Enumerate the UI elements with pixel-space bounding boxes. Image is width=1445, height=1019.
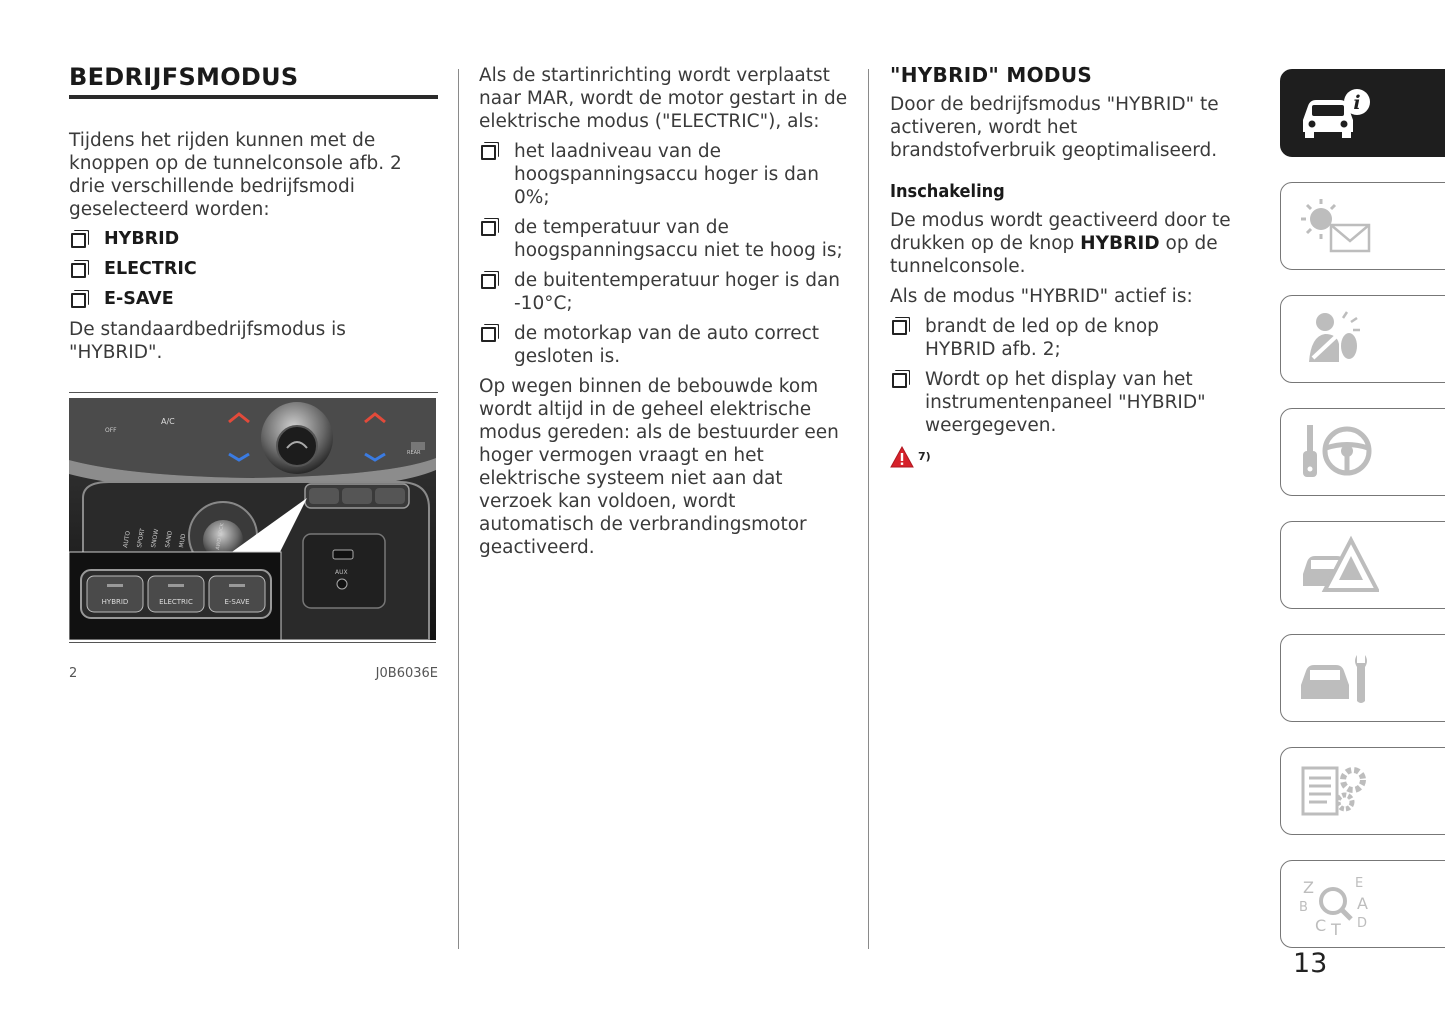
- list-item: brandt de led op de knop HYBRID afb. 2;: [890, 315, 1235, 361]
- knob-sand-label: SAND: [164, 530, 174, 549]
- key-steering-wheel-icon: [1299, 421, 1379, 483]
- list-item: ELECTRIC: [69, 258, 438, 281]
- awd-lock-label: AWD LOCK: [215, 522, 226, 551]
- svg-text:E: E: [1355, 876, 1364, 891]
- dashboard-lights-icon: [1299, 195, 1379, 257]
- list-item: Wordt op het display van het instrumentenpaneel "HYBRID" weergegeven.: [890, 368, 1235, 437]
- intro-paragraph: Tijdens het rijden kunnen met de knoppen op de tunnelconsole afb. 2 drie verschillende bedrijfsmodi geselecteerd worden:: [69, 130, 402, 220]
- active-list: [890, 315, 1235, 437]
- svg-text:A: A: [1357, 894, 1368, 913]
- column-bedrijfsmodus: [69, 64, 438, 685]
- warning-ref-number: 7): [918, 450, 931, 463]
- tab-safety[interactable]: [1280, 295, 1445, 383]
- inset-esave-label: E-SAVE: [224, 598, 250, 606]
- checkbox-bullet-icon: [481, 221, 496, 236]
- list-item: HYBRID: [69, 228, 438, 251]
- svg-text:i: i: [1353, 92, 1361, 114]
- page-number: 13: [1293, 948, 1328, 979]
- tab-alphabetical-index[interactable]: [1280, 860, 1445, 948]
- inschakeling-title: Inschakeling: [890, 181, 1005, 202]
- checkbox-bullet-icon: [71, 293, 86, 308]
- svg-text:B: B: [1299, 900, 1308, 915]
- knob-sport-label: SPORT: [136, 527, 147, 549]
- section-title: BEDRIJFSMODUS: [69, 64, 438, 99]
- ac-label: A/C: [161, 417, 175, 426]
- rear-label: REAR: [407, 450, 421, 456]
- hybrid-intro: Door de bedrijfsmodus "HYBRID" te activeren, wordt het brandstofverbruik geoptimaliseerd.: [890, 94, 1219, 161]
- list-item: de motorkap van de auto correct gesloten is.: [479, 322, 851, 368]
- aux-label: AUX: [335, 569, 348, 576]
- column-start-conditions: [479, 64, 851, 566]
- hybrid-modus-title: "HYBRID" MODUS: [890, 63, 1093, 87]
- knob-snow-label: SNOW: [150, 528, 161, 549]
- mode-list: [69, 228, 438, 311]
- tunnel-console-photo: [69, 398, 436, 643]
- svg-text:C: C: [1315, 916, 1327, 935]
- knob-auto-label: AUTO: [122, 530, 132, 549]
- column-hybrid-modus: [890, 64, 1235, 468]
- svg-text:Z: Z: [1303, 878, 1314, 897]
- checkbox-bullet-icon: [71, 263, 86, 278]
- tab-starting-driving[interactable]: [1280, 408, 1445, 496]
- column-divider-2: [868, 69, 869, 949]
- column-divider-1: [458, 69, 459, 949]
- activation-paragraph: De modus wordt geactiveerd door te drukken op de knop HYBRID op de tunnelconsole.: [890, 210, 1231, 277]
- tab-emergency[interactable]: [1280, 521, 1445, 609]
- inset-hybrid-label: HYBRID: [101, 598, 129, 606]
- warning-triangle-icon: [890, 446, 914, 468]
- checkbox-bullet-icon: [892, 320, 907, 335]
- list-item: E-SAVE: [69, 288, 438, 311]
- car-info-icon: [1299, 82, 1371, 144]
- figure-2: [69, 392, 438, 685]
- list-item: de buitentemperatuur hoger is dan -10°C;: [479, 269, 851, 315]
- tab-maintenance[interactable]: [1280, 634, 1445, 722]
- checkbox-bullet-icon: [892, 373, 907, 388]
- technical-data-icon: [1299, 760, 1379, 822]
- figure-caption: [69, 662, 438, 685]
- figure-number: 2: [69, 666, 78, 681]
- tab-car-info[interactable]: [1280, 69, 1445, 157]
- urban-driving-paragraph: Op wegen binnen de bebouwde kom wordt altijd in de geheel elektrische modus gereden: als de bestuurder een hoger vermogen vraagt en het elektrische systeem niet aan dat verzoek kan voldoen, wordt automatisch de verbrandingsmotor geactiveerd.: [479, 376, 839, 558]
- svg-text:T: T: [1331, 920, 1341, 935]
- checkbox-bullet-icon: [481, 274, 496, 289]
- safety-airbag-icon: [1299, 308, 1379, 370]
- checkbox-bullet-icon: [481, 327, 496, 342]
- alphabetical-index-icon: [1299, 873, 1379, 935]
- hybrid-keyword: HYBRID: [1080, 233, 1160, 254]
- tab-dashboard-lights[interactable]: [1280, 182, 1445, 270]
- car-maintenance-icon: [1299, 647, 1379, 709]
- checkbox-bullet-icon: [481, 145, 496, 160]
- inset-electric-label: ELECTRIC: [159, 598, 193, 606]
- active-intro: Als de modus "HYBRID" actief is:: [890, 286, 1193, 307]
- default-mode-text: De standaardbedrijfsmodus is "HYBRID".: [69, 319, 346, 363]
- emergency-triangle-icon: [1299, 534, 1379, 596]
- off-label: OFF: [105, 427, 117, 434]
- svg-text:D: D: [1357, 916, 1368, 931]
- list-item: de temperatuur van de hoogspanningsaccu niet te hoog is;: [479, 216, 851, 262]
- start-intro: Als de startinrichting wordt verplaatst naar MAR, wordt de motor gestart in de elektrische modus ("ELECTRIC"), als:: [479, 65, 848, 132]
- checkbox-bullet-icon: [71, 233, 86, 248]
- list-item: het laadniveau van de hoogspanningsaccu hoger is dan 0%;: [479, 140, 851, 209]
- condition-list: [479, 140, 851, 368]
- tab-technical-data[interactable]: [1280, 747, 1445, 835]
- figure-code: J0B6036E: [375, 666, 438, 681]
- warning-reference: [890, 445, 1235, 468]
- knob-mud-label: MUD: [178, 533, 188, 549]
